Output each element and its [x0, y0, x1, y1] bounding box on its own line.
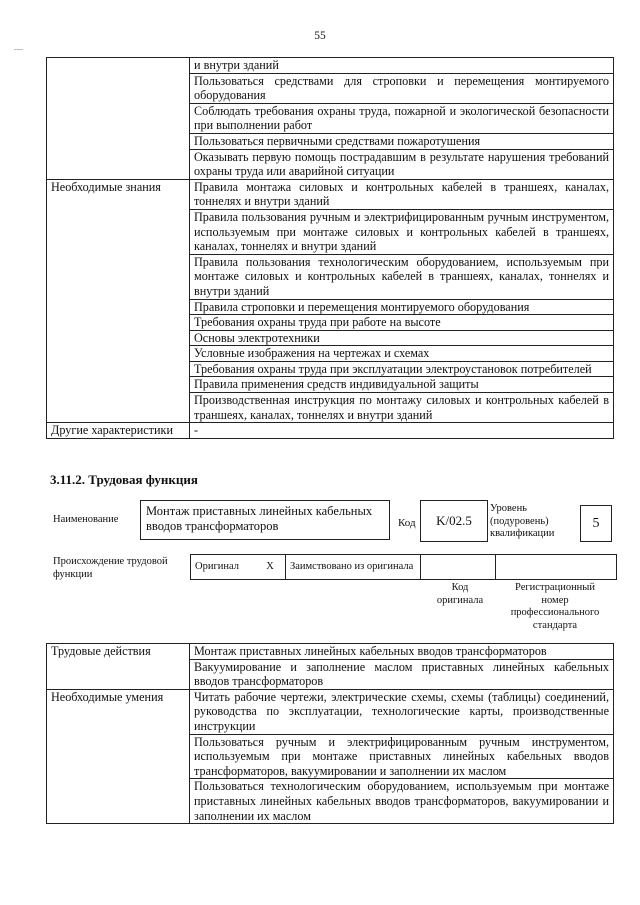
- page-number: 55: [314, 30, 326, 42]
- code-origin-caption: Код оригинала: [436, 582, 484, 606]
- table-cell: Соблюдать требования охраны труда, пожарной и экологической безопасности при выполнении работ: [190, 103, 614, 133]
- origin-table: [190, 554, 617, 580]
- table-cell: Основы электротехники: [190, 330, 614, 346]
- borrowed-label: Заимствовано из оригинала: [286, 555, 421, 580]
- table-cell: Условные изображения на чертежах и схемах: [190, 346, 614, 362]
- origin-label: Происхождение трудовой функции: [53, 556, 168, 580]
- table-cell: Пользоваться первичными средствами пожаротушения: [190, 133, 614, 149]
- table-cell: Правила строповки и перемещения монтируемого оборудования: [190, 299, 614, 315]
- table-cell: Пользоваться средствами для строповки и перемещения монтируемого оборудования: [190, 73, 614, 103]
- code-origin-cell: [421, 555, 496, 580]
- table-cell: и внутри зданий: [190, 58, 614, 74]
- level-label: Уровень (подуровень) квалификации: [490, 503, 555, 539]
- table-cell: Пользоваться технологическим оборудованием, используемым при монтаже приставных линейных кабельных вводов трансформаторов, вакуумировании и заполнении их маслом: [190, 779, 614, 824]
- table-cell: Оказывать первую помощь пострадавшим в результате нарушения требований охраны труда или аварийной ситуации: [190, 149, 614, 179]
- row-label: Трудовые действия: [47, 644, 190, 690]
- table-row: [47, 58, 614, 74]
- reg-number-cell: [496, 555, 617, 580]
- row-label: Необходимые умения: [47, 689, 190, 823]
- table-cell: Правила пользования ручным и электрифицированным ручным инструментом, используемым при монтаже силовых и контрольных кабелей в траншеях, каналах, тоннелях и внутри зданий: [190, 209, 614, 254]
- table-cell: Вакуумирование и заполнение маслом приставных линейных кабельных вводов трансформаторов: [190, 659, 614, 689]
- section-title: 3.11.2. Трудовая функция: [50, 472, 198, 487]
- name-label: Наименование: [53, 514, 119, 525]
- original-label: Оригинал: [191, 555, 256, 580]
- code-label: Код: [398, 517, 416, 529]
- table-row: [47, 423, 614, 439]
- table-cell: Производственная инструкция по монтажу силовых и контрольных кабелей в траншеях, каналах, тоннелях и внутри зданий: [190, 393, 614, 423]
- table-row: [47, 644, 614, 660]
- original-mark: X: [255, 555, 286, 580]
- requirements-table-1: [46, 57, 614, 439]
- table-cell: Правила применения средств индивидуальной защиты: [190, 377, 614, 393]
- table-cell: Читать рабочие чертежи, электрические схемы, схемы (таблицы) соединений, руководства по эксплуатации, технологические карты, производственные инструкции: [190, 689, 614, 734]
- row-label: Другие характеристики: [47, 423, 190, 439]
- margin-mark: —: [14, 44, 23, 54]
- table-cell: Правила монтажа силовых и контрольных кабелей в траншеях, каналах, тоннелях и внутри зданий: [190, 179, 614, 209]
- function-name-box: Монтаж приставных линейных кабельных вводов трансформаторов: [140, 500, 390, 540]
- table-cell: Требования охраны труда при эксплуатации электроустановок потребителей: [190, 361, 614, 377]
- table-cell: -: [190, 423, 614, 439]
- table-cell: Правила пользования технологическим оборудованием, используемым при монтаже силовых и контрольных кабелей в траншеях, каналах, тоннелях и внутри зданий: [190, 254, 614, 299]
- table-row: [47, 689, 614, 734]
- requirements-table-2: [46, 643, 614, 824]
- reg-number-caption: Регистрационный номер профессионального стандарта: [510, 582, 600, 631]
- table-cell: Монтаж приставных линейных кабельных вводов трансформаторов: [190, 644, 614, 660]
- table-cell: Пользоваться ручным и электрифицированным ручным инструментом, используемым при монтаже приставных линейных кабельных вводов трансформаторов, вакуумировании и заполнении их маслом: [190, 734, 614, 779]
- row-label: Необходимые знания: [47, 179, 190, 423]
- row-label: [47, 58, 190, 180]
- function-code-box: K/02.5: [420, 500, 488, 542]
- table-row: [47, 179, 614, 209]
- qualification-level-box: 5: [580, 505, 612, 542]
- table-cell: Требования охраны труда при работе на высоте: [190, 315, 614, 331]
